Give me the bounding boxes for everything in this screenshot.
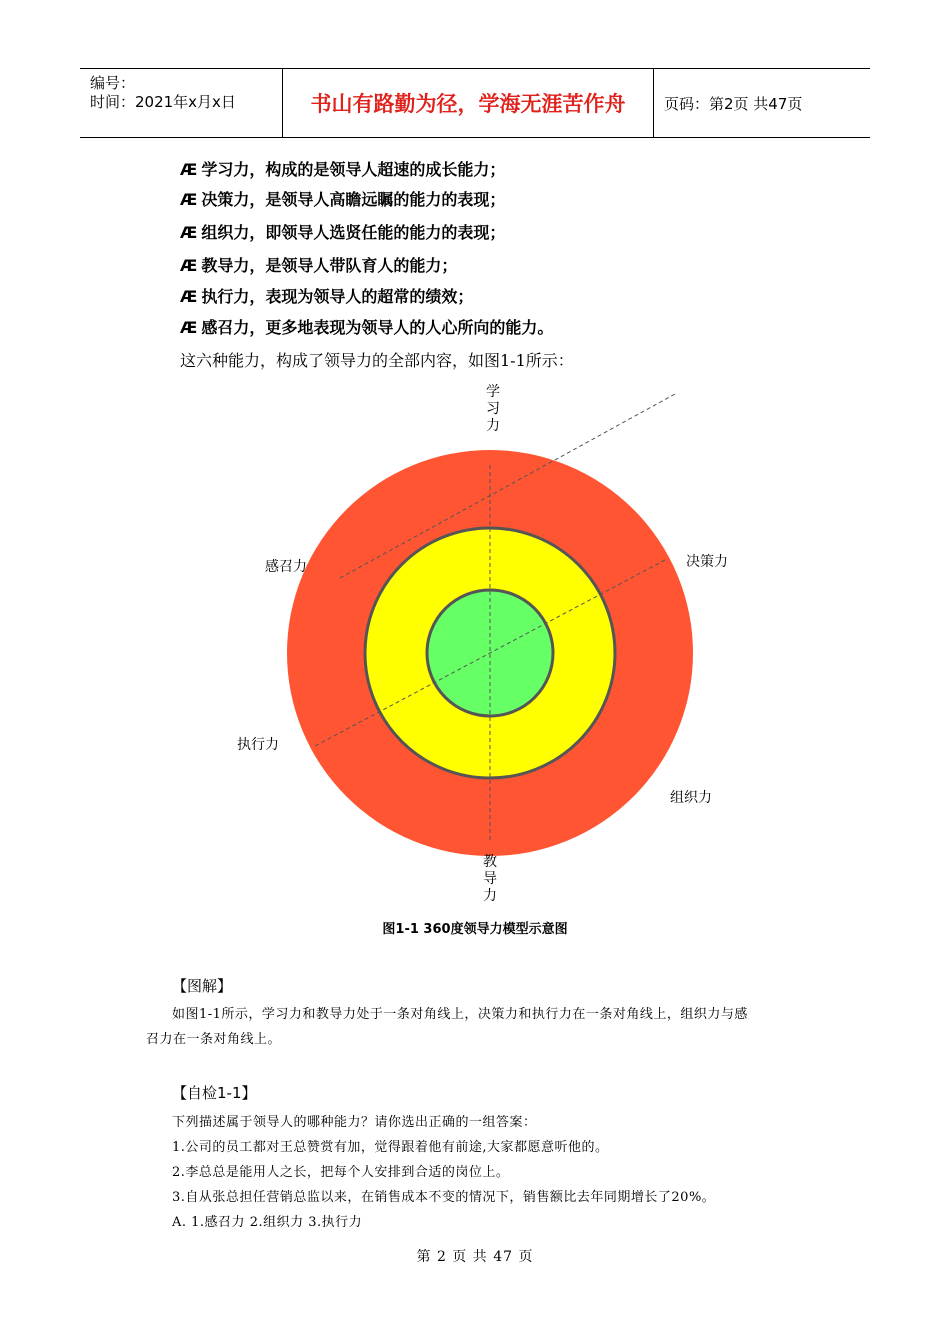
label-bottom (483, 853, 497, 904)
bullet-item (180, 220, 505, 243)
bullet-symbol: Æ (180, 318, 198, 337)
label-top (486, 384, 500, 434)
diagram-section-title: 【图解】 (172, 977, 233, 995)
label-lower-left: 执行力 (237, 737, 279, 753)
bullet-text: 教导力，是领导人带队育人的能力； (201, 256, 458, 275)
quiz-title: 【自检1-1】 (172, 1084, 257, 1102)
figure-caption: 图1-1 360度领导力模型示意图 (382, 922, 568, 937)
leadership-diagram (0, 370, 950, 910)
header-page-info: 页码：第2页 共47页 (664, 94, 803, 113)
quiz-question: 下列描述属于领导人的哪种能力？请你选出正确的一组答案： (172, 1115, 537, 1130)
bullet-item (180, 284, 473, 307)
page-footer: 第 2 页 共 47 页 (416, 1249, 534, 1265)
serial-label: 编号： (90, 74, 136, 92)
quiz-item: 1.公司的员工都对王总赞赏有加，觉得跟着他有前途,大家都愿意听他的。 (172, 1140, 609, 1155)
bullet-text: 组织力，即领导人选贤任能的能力的表现； (201, 223, 506, 242)
bullet-text: 执行力，表现为领导人的超常的绩效； (201, 287, 474, 306)
bullet-text: 决策力，是领导人高瞻远瞩的能力的表现； (201, 190, 506, 209)
label-top-char: 力 (486, 418, 500, 434)
quiz-item: 3.自从张总担任营销总监以来，在销售成本不变的情况下，销售额比去年同期增长了20%。 (172, 1190, 716, 1205)
time-label: 时间：2021年x月x日 (90, 93, 236, 111)
intro-text: 这六种能力，构成了领导力的全部内容，如图1-1所示： (180, 351, 574, 370)
bullet-text: 感召力，更多地表现为领导人的人心所向的能力。 (201, 318, 554, 337)
bullet-item (180, 157, 505, 180)
bullet-item (180, 187, 505, 210)
bullet-item (180, 315, 553, 338)
header-meta-cell (80, 69, 283, 137)
label-upper-right: 决策力 (686, 554, 728, 570)
quiz-item: 2.李总总是能用人之长，把每个人安排到合适的岗位上。 (172, 1165, 510, 1180)
diagram-text-line: 召力在一条对角线上。 (146, 1032, 282, 1047)
label-upper-left: 感召力 (265, 559, 307, 575)
bullet-item (180, 253, 457, 276)
label-bottom-char: 力 (483, 888, 497, 904)
label-lower-right: 组织力 (670, 790, 712, 806)
bullet-text: 学习力，构成的是领导人超速的成长能力； (201, 160, 506, 179)
quiz-answer-option: A. 1.感召力 2.组织力 3.执行力 (172, 1215, 363, 1230)
bullet-symbol: Æ (180, 190, 198, 209)
bullet-symbol: Æ (180, 223, 198, 242)
bullet-symbol: Æ (180, 256, 198, 275)
label-top-char: 学 (486, 384, 500, 400)
bullet-symbol: Æ (180, 160, 198, 179)
label-top-char: 习 (486, 401, 500, 417)
diagram-text-line: 如图1-1所示，学习力和教导力处于一条对角线上，决策力和执行力在一条对角线上，组织力与感 (172, 1007, 748, 1022)
bullet-symbol: Æ (180, 287, 198, 306)
header-table (80, 68, 870, 138)
header-motto: 书山有路勤为径，学海无涯苦作舟 (283, 69, 654, 137)
label-bottom-char: 导 (483, 871, 497, 887)
label-bottom-char: 教 (483, 854, 497, 870)
